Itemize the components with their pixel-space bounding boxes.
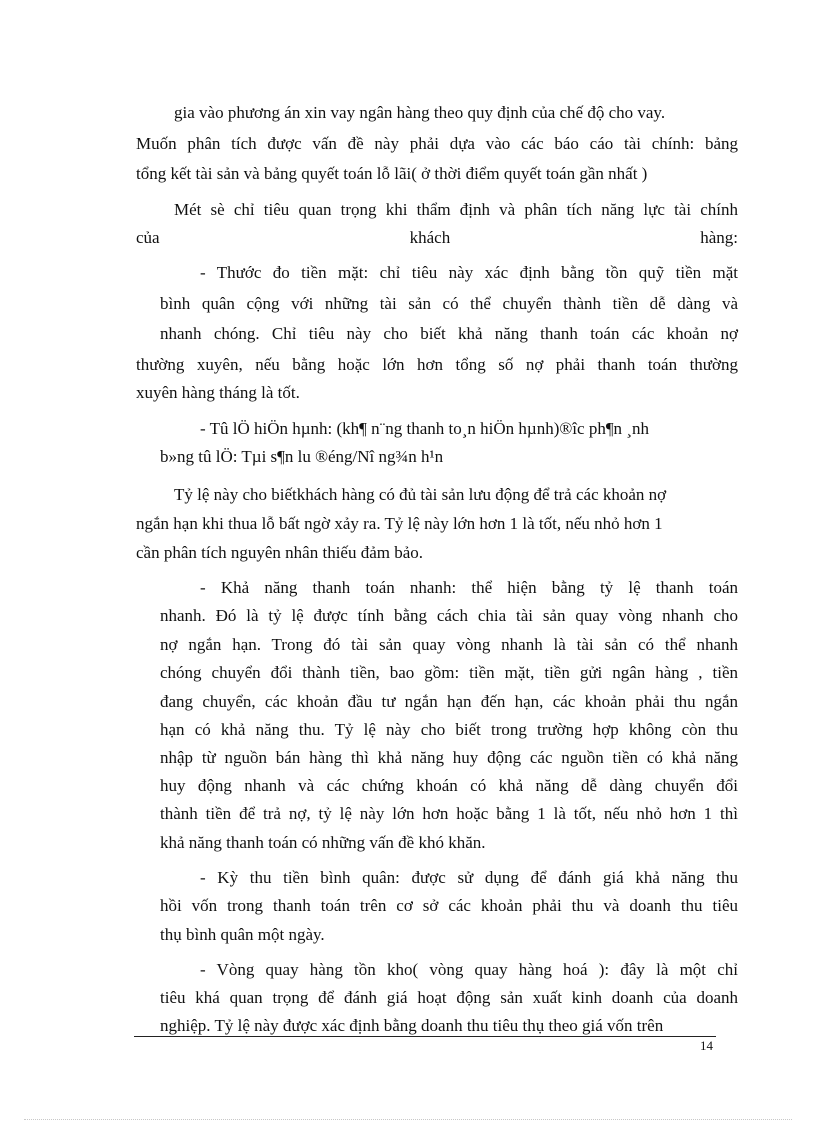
text-line-legacy-encoding: - Tû lÖ hiÖn hµnh: (kh¶ n¨ng thanh to¸n hiÖn hµnh)®îc ph¶n ¸nh (200, 419, 649, 438)
text-line: Mét sè chỉ tiêu quan trọng khi thẩm định và phân tích năng lực tài chính (174, 200, 738, 219)
text-line: - Thước đo tiền mặt: chỉ tiêu này xác định bằng tồn quỹ tiền mặt (200, 263, 738, 282)
text-line: hạn có khả năng thu. Tỷ lệ này cho biết trong trường hợp không còn thu (160, 720, 738, 739)
text-line: huy động nhanh và các chứng khoán có khả năng dễ dàng chuyển đổi (160, 776, 738, 795)
page-number: 14 (700, 1038, 713, 1053)
text-line: khả năng thanh toán có những vấn đề khó khăn. (160, 833, 486, 852)
text-line: tổng kết tài sản và bảng quyết toán lỗ lãi( ở thời điểm quyết toán gần nhất ) (136, 164, 648, 183)
text-line: nhanh chóng. Chỉ tiêu này cho biết khả năng thanh toán các khoản nợ (160, 324, 738, 343)
text-line: thường xuyên, nếu bằng hoặc lớn hơn tổng số nợ phải thanh toán thường (136, 355, 738, 374)
text-line: Muốn phân tích được vấn đề này phải dựa vào các báo cáo tài chính: bảng (136, 134, 738, 153)
text-line: nghiệp. Tỷ lệ này được xác định bằng doanh thu tiêu thụ theo giá vốn trên (160, 1016, 664, 1035)
text-line: Tỷ lệ này cho biếtkhách hàng có đủ tài sản lưu động để trả các khoản nợ (174, 485, 667, 504)
text-line: tiêu khá quan trọng để đánh giá hoạt động sản xuất kinh doanh của doanh (160, 988, 738, 1007)
text-line: thành tiền để trả nợ, tỷ lệ này lớn hơn hoặc bằng 1 là tốt, nếu nhỏ hơn 1 thì (160, 804, 738, 823)
text-line: - Kỳ thu tiền bình quân: được sử dụng để đánh giá khả năng thu (200, 868, 738, 887)
text-line: - Vòng quay hàng tồn kho( vòng quay hàng hoá ): đây là một chỉ (200, 960, 738, 979)
text-line: nợ ngắn hạn. Trong đó tài sản quay vòng nhanh là tài sản có thể nhanh (160, 635, 738, 654)
text-line: nhập từ nguồn bán hàng thì khả năng huy động các nguồn tiền có khả năng (160, 748, 738, 767)
text-line: bình quân cộng với những tài sản có thể chuyển thành tiền dễ dàng và (160, 294, 738, 313)
text-line: đang chuyển, các khoản đầu tư ngắn hạn đến hạn, các khoản phải thu ngắn (160, 692, 738, 711)
text-line-spread: của khách hàng: (136, 228, 738, 247)
text-line: - Khả năng thanh toán nhanh: thể hiện bằng tỷ lệ thanh toán (200, 578, 738, 597)
text-line: xuyên hàng tháng là tốt. (136, 383, 300, 402)
text-line: chóng chuyển đổi thành tiền, bao gồm: tiền mặt, tiền gửi ngân hàng , tiền (160, 663, 738, 682)
text-line-legacy-encoding: b»ng tû lÖ: Tµi s¶n lu ®éng/Nî ng¾n h¹n (160, 447, 444, 466)
footer-rule (134, 1036, 716, 1037)
text-line: gia vào phương án xin vay ngân hàng theo quy định của chế độ cho vay. (174, 103, 666, 122)
text-line: cần phân tích nguyên nhân thiếu đảm bảo. (136, 543, 424, 562)
text-line: thụ bình quân một ngày. (160, 925, 325, 944)
text-line: ngắn hạn khi thua lỗ bất ngờ xảy ra. Tỷ lệ này lớn hơn 1 là tốt, nếu nhỏ hơn 1 (136, 514, 663, 533)
text-line: hồi vốn trong thanh toán trên cơ sở các khoản phải thu và doanh thu tiêu (160, 896, 738, 915)
page-bottom-border (24, 1119, 792, 1120)
text-line: nhanh. Đó là tỷ lệ được tính bằng cách chia tài sản quay vòng nhanh cho (160, 606, 738, 625)
